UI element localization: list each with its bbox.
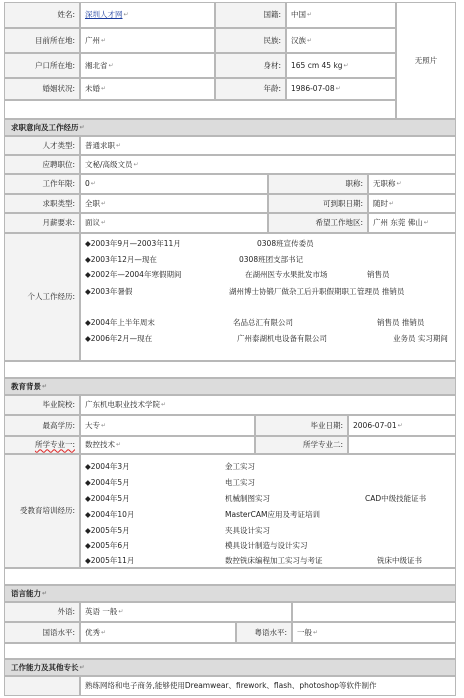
talent-type-field: 普通求职 ↵ <box>80 136 456 155</box>
grad-date-label: 毕业日期: <box>255 415 348 436</box>
job-type-field: 全职 ↵ <box>80 194 268 213</box>
available-field: 随时 ↵ <box>368 194 456 213</box>
body-field: 165 cm 45 kg ↵ <box>286 53 396 78</box>
nationality-field: 中国 ↵ <box>286 2 396 28</box>
age-field: 1986-07-08 ↵ <box>286 78 396 100</box>
cantonese-field: 一般 ↵ <box>292 622 456 643</box>
ethnicity-label: 民族: <box>215 28 286 53</box>
spacer-row <box>4 568 456 585</box>
area-label: 希望工作地区: <box>268 213 368 233</box>
section-skills-header: 工作能力及其他专长 ↵ <box>4 659 456 676</box>
body-label: 身材: <box>215 53 286 78</box>
foreign-lang-label: 外语: <box>4 602 80 622</box>
job-title-label: 职称: <box>268 174 368 194</box>
skills-label-cell <box>4 676 80 696</box>
hukou-field: 湘北省 ↵ <box>80 53 215 78</box>
position-label: 应聘职位: <box>4 155 80 174</box>
major2-field <box>348 436 456 454</box>
salary-field: 面议 ↵ <box>80 213 268 233</box>
location-field: 广州 ↵ <box>80 28 215 53</box>
degree-label: 最高学历: <box>4 415 80 436</box>
years-label: 工作年限: <box>4 174 80 194</box>
job-title-field: 无职称 ↵ <box>368 174 456 194</box>
mandarin-field: 优秀 ↵ <box>80 622 236 643</box>
marital-label: 婚姻状况: <box>4 78 80 100</box>
name-field: 深圳人才网 ↵ <box>80 2 215 28</box>
grad-date-field: 2006-07-01 ↵ <box>348 415 456 436</box>
position-field: 文秘/高级文员 ↵ <box>80 155 456 174</box>
available-label: 可到职日期: <box>268 194 368 213</box>
school-field: 广东机电职业技术学院 ↵ <box>80 395 456 415</box>
job-type-label: 求职类型: <box>4 194 80 213</box>
spacer-row <box>4 100 396 119</box>
location-label: 目前所在地: <box>4 28 80 53</box>
school-label: 毕业院校: <box>4 395 80 415</box>
major-field: 数控技术 ↵ <box>80 436 255 454</box>
spacer-row <box>4 361 456 378</box>
cantonese-label: 粤语水平: <box>236 622 292 643</box>
major-label: 所学专业一: <box>4 436 80 454</box>
marital-field: 未婚 ↵ <box>80 78 215 100</box>
salary-label: 月薪要求: <box>4 213 80 233</box>
foreign-lang-field: 英语 一般 ↵ <box>80 602 292 622</box>
section-language-header: 语言能力 ↵ <box>4 585 456 602</box>
degree-field: 大专 ↵ <box>80 415 255 436</box>
experience-list: ◆2003年9月—2003年11月 0308班宣传委员 ◆2003年12月—现在 0308班团支部书记 ◆2002年—2004年寒假期间 在湖州医专水果批发市场 销售员 ◆2003年暑假 湖州博士协锻厂做杂工后升职假期职工 管理员 推销员 ◆2004年上半年周末 名品总汇有限公司 销售员 推销员 ◆2006年2月—现在 广州泰湖机电设备有限公司 业务员 实习期间 <box>80 233 456 361</box>
talent-type-label: 人才类型: <box>4 136 80 155</box>
ethnicity-field: 汉族 ↵ <box>286 28 396 53</box>
experience-label: 个人工作经历: <box>4 233 80 361</box>
nationality-label: 国籍: <box>215 2 286 28</box>
major2-label: 所学专业二: <box>255 436 348 454</box>
area-field: 广州 东莞 佛山 ↵ <box>368 213 456 233</box>
section-intent-header: 求职意向及工作经历 ↵ <box>4 119 456 136</box>
mandarin-label: 国语水平: <box>4 622 80 643</box>
skills-text: 熟练网络和电子商务,能够使用Dreamwear、firework、flash、photoshop等软件制作 <box>80 676 456 696</box>
spacer-row <box>4 643 456 659</box>
empty-cell <box>292 602 456 622</box>
name-label: 姓名: <box>4 2 80 28</box>
section-education-header: 教育背景 ↵ <box>4 378 456 395</box>
photo-placeholder: 无照片 <box>396 2 456 119</box>
hukou-label: 户口所在地: <box>4 53 80 78</box>
training-label: 受教育培训经历: <box>4 454 80 568</box>
training-list: ◆2004年3月 金工实习 ◆2004年5月 电工实习 ◆2004年5月 机械制图实习 CAD中级技能证书 ◆2004年10月 MasterCAM应用及考证培训 ◆2005年5月 夹具设计实习 ◆2005年6月 模具设计制造与设计实习 ◆2005年11月 数控铣床编程加工实习与考证 铣床中级证书 <box>80 454 456 568</box>
age-label: 年龄: <box>215 78 286 100</box>
years-field: 0 ↵ <box>80 174 268 194</box>
